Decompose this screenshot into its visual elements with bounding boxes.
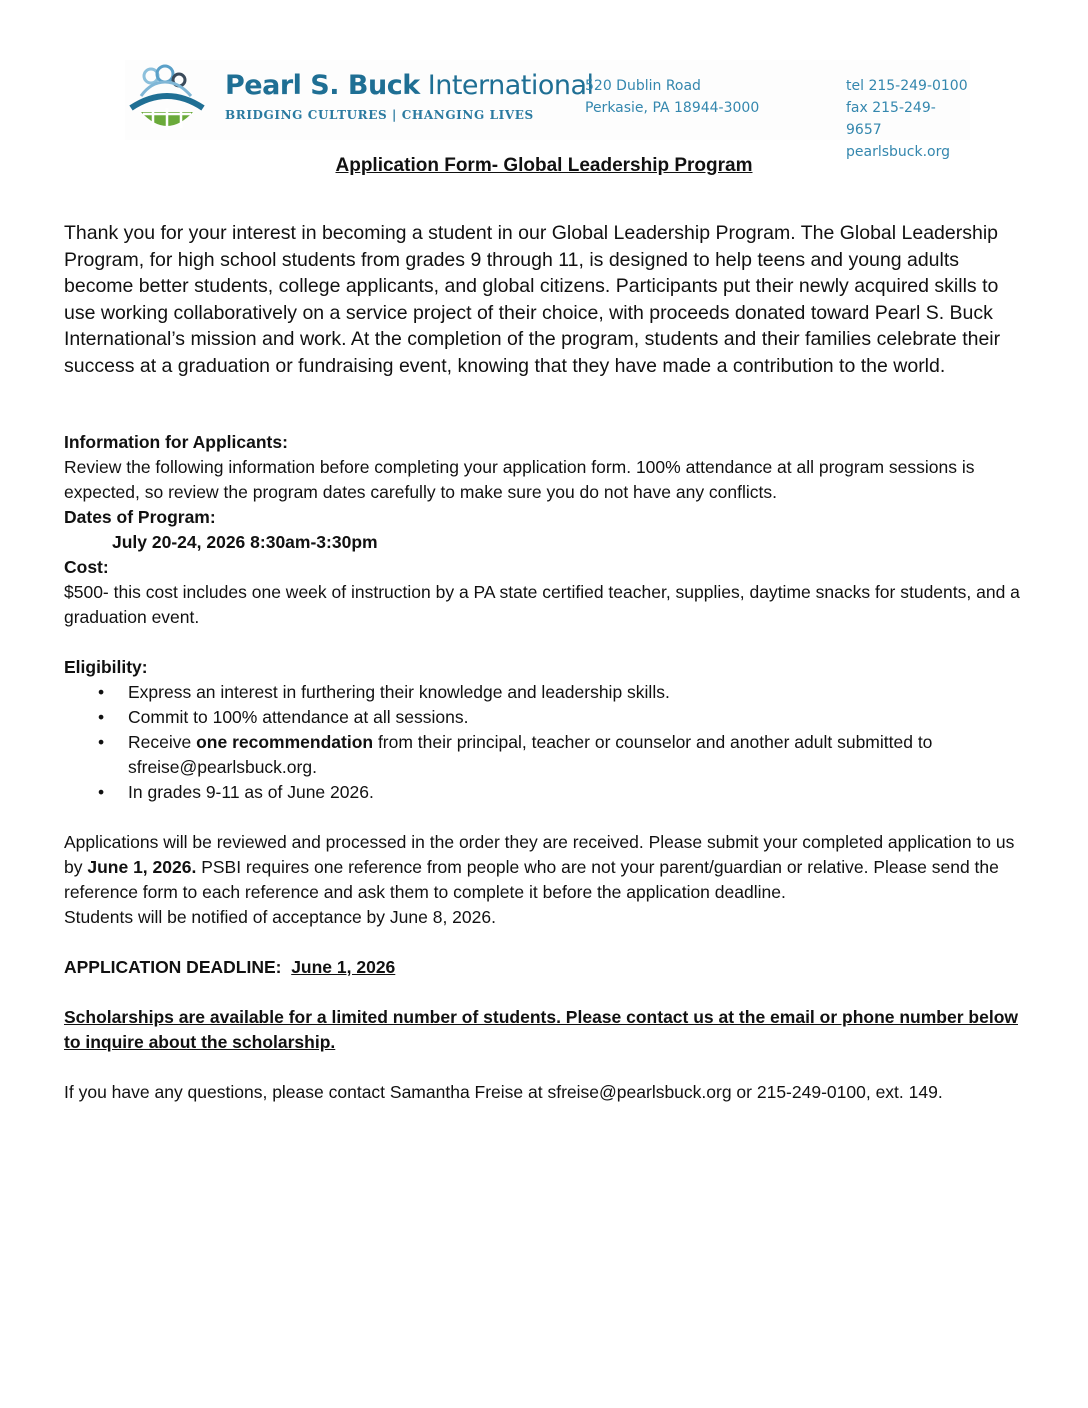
deadline-date: June 1, 2026 xyxy=(291,957,396,977)
info-text: Review the following information before completing your application form. 100% attendance at all program sessions is expected, so review the program dates carefully to make sure you do not have any conflicts. xyxy=(64,457,975,502)
eligibility-item: • Express an interest in furthering their knowledge and leadership skills. xyxy=(64,680,1024,705)
eligibility-list xyxy=(64,680,1024,805)
cost-text: $500- this cost includes one week of instruction by a PA state certified teacher, supplies, daytime snacks for students, and a graduation event. xyxy=(64,582,1020,627)
org-website: pearlsbuck.org xyxy=(846,144,950,160)
dates-value: July 20-24, 2026 8:30am-3:30pm xyxy=(112,532,378,552)
info-section xyxy=(64,430,1024,1105)
pearl-s-buck-logo-icon xyxy=(127,62,207,134)
notify-text: Students will be notified of acceptance by June 8, 2026. xyxy=(64,907,496,927)
org-address: 520 Dublin Road Perkasie, PA 18944-3000 xyxy=(585,78,760,116)
page-title: Application Form- Global Leadership Program xyxy=(335,155,753,176)
org-contact xyxy=(846,75,970,163)
cost-heading: Cost: xyxy=(64,557,109,577)
letterhead xyxy=(125,60,970,160)
eligibility-item: • Receive one recommendation from their principal, teacher or counselor and another adult submitted to sfreise@pearlsbuck.org. xyxy=(64,730,1024,780)
org-fax: fax 215-249-9657 xyxy=(846,100,936,138)
eligibility-item: • Commit to 100% attendance at all sessions. xyxy=(64,705,1024,730)
contact-paragraph: If you have any questions, please contact Samantha Freise at sfreise@pearlsbuck.org or 215-249-0100, ext. 149. xyxy=(64,1082,943,1102)
intro-paragraph: Thank you for your interest in becoming a student in our Global Leadership Program. The Global Leadership Program, for high school students from grades 9 through 11, is designed to help teens and young adults become better students, college applicants, and global citizens. Participants put their newly acquired skills to use working collaboratively on a service project of their choice, with proceeds donated toward Pearl S. Buck International’s mission and work. At the completion of the program, students and their families celebrate their success at a graduation or fundraising event, knowing that they have made a contribution to the world. xyxy=(64,222,1001,377)
info-heading: Information for Applicants: xyxy=(64,432,288,452)
process-paragraph: Applications will be reviewed and processed in the order they are received. Please submit your completed application to us by June 1, 2026. PSBI requires one reference from people who are not your parent/guardian or relative. Please send the reference form to each reference and ask them to complete it before the application deadline. xyxy=(64,832,1015,902)
org-tagline: BRIDGING CULTURES | CHANGING LIVES xyxy=(225,108,534,122)
deadline-line: APPLICATION DEADLINE: June 1, 2026 xyxy=(64,957,396,977)
dates-heading: Dates of Program: xyxy=(64,507,216,527)
scholarship-notice: Scholarships are available for a limited number of students. Please contact us at the email or phone number below to inquire about the scholarship. xyxy=(64,1007,1018,1052)
org-name: Pearl S. Buck International xyxy=(225,70,594,101)
org-tel: tel 215-249-0100 xyxy=(846,78,968,94)
eligibility-heading: Eligibility: xyxy=(64,657,148,677)
eligibility-item: • In grades 9-11 as of June 2026. xyxy=(64,780,1024,805)
